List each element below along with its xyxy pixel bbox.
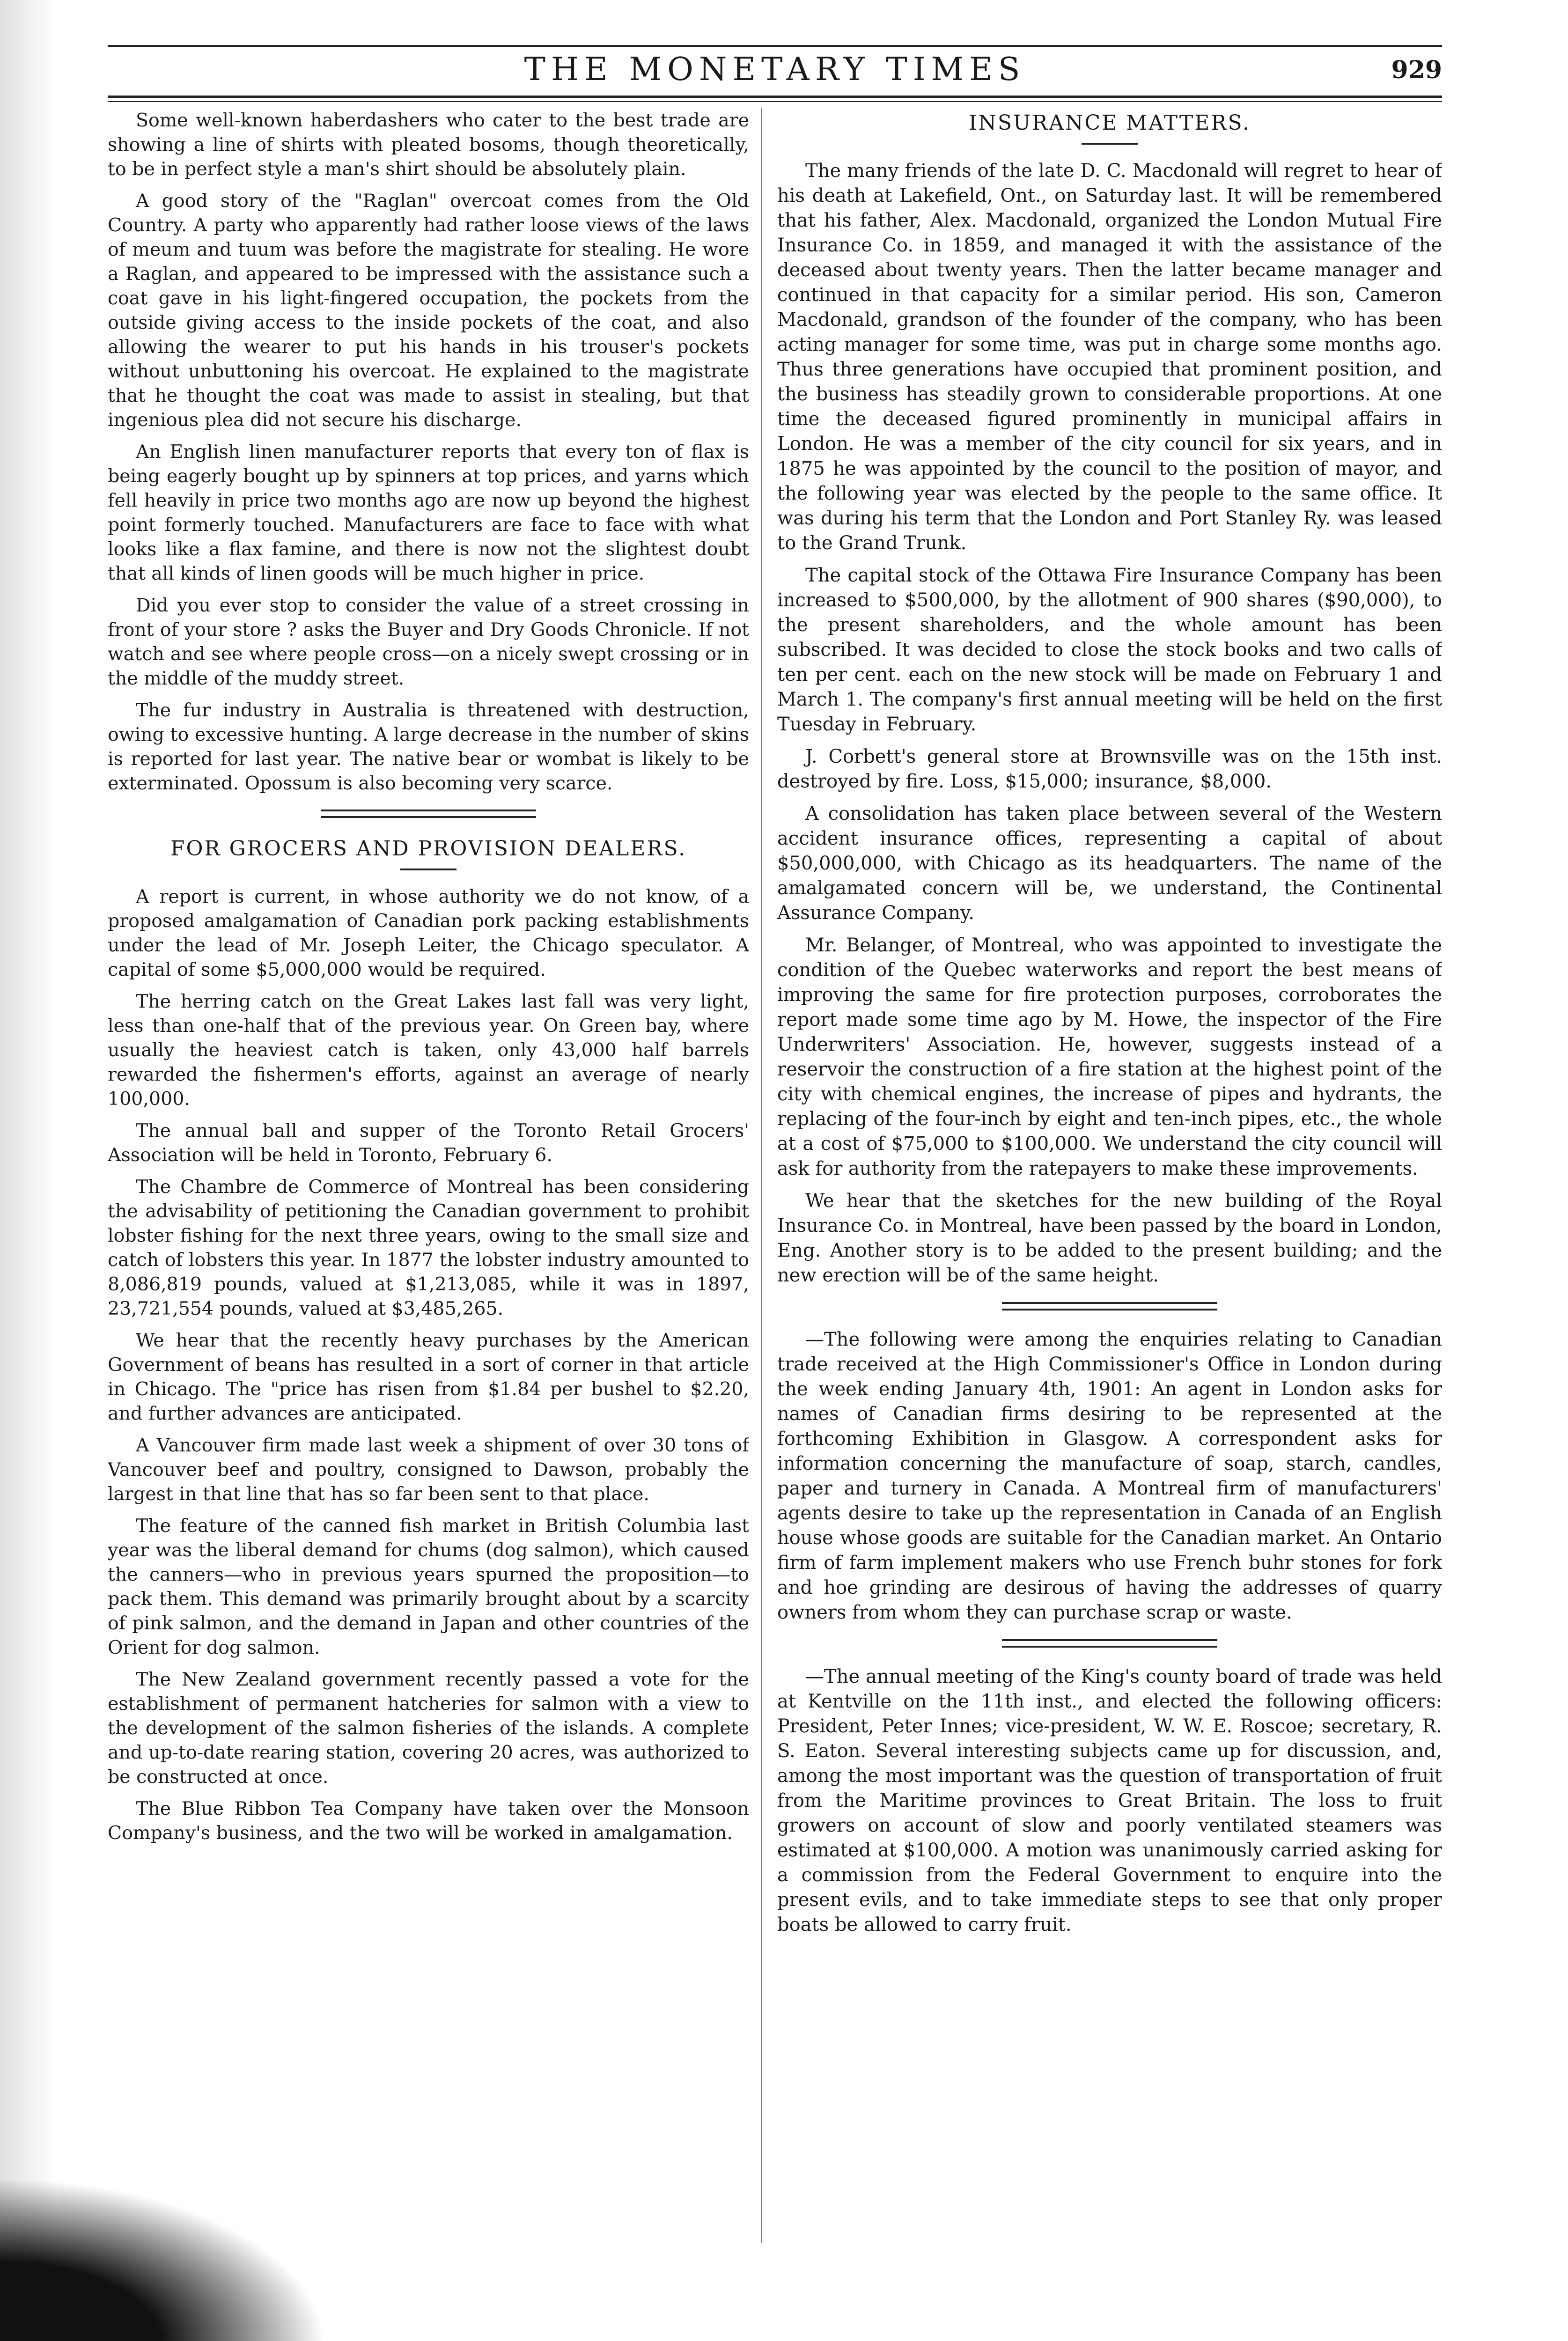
- section-separator: [1002, 1302, 1217, 1310]
- article-paragraph: The New Zealand government recently passed a vote for the establishment of permanent hatcheries for salmon with a view to the development of the salmon fisheries of the islands. A complete and up-to-date rearing station, covering 20 acres, was authorized to be constructed at once.: [108, 1669, 749, 1788]
- masthead: [108, 45, 1442, 101]
- masthead-top-rule: [108, 45, 1442, 47]
- page-curl-shadow: [0, 2177, 328, 2341]
- section-separator: [1002, 1639, 1217, 1648]
- article-paragraph: Mr. Belanger, of Montreal, who was appointed to investigate the condition of the Quebec waterworks and report the best means of improving the same for fire protection purposes, corroborates the report made some time ago by M. Howe, the inspector of the Fire Underwriters' Association. He, however, suggests instead of a reservoir the construction of a fire station at the highest point of the city with chemical engines, the increase of pipes and hydrants, the replacing of the four-inch by eight and ten-inch pipes, etc., the whole at a cost of $75,000 to $100,000. We understand the city council will ask for authority from the ratepayers to make these improvements.: [777, 935, 1442, 1179]
- article-paragraph: The feature of the canned fish market in British Columbia last year was the liberal demand for chums (dog salmon), which caused the canners—who in previous years spurned the proposition—to pack them. This demand was primarily brought about by a scarcity of pink salmon, and the demand in Japan and other countries of the Orient for dog salmon.: [108, 1515, 749, 1658]
- article-paragraph: Did you ever stop to consider the value of a street crossing in front of your store ? asks the Buyer and Dry Goods Chronicle. If not watch and see where people cross—on a nicely swept crossing or in the middle of the muddy street.: [108, 595, 749, 689]
- article-paragraph: The herring catch on the Great Lakes last fall was very light, less than one-half that of the previous year. On Green bay, where usually the heaviest catch is taken, only 43,000 half barrels rewarded the fishermen's efforts, against an average of nearly 100,000.: [108, 991, 749, 1110]
- section-separator: [321, 810, 536, 818]
- article-paragraph: We hear that the sketches for the new building of the Royal Insurance Co. in Montreal, have been passed by the board in London, Eng. Another story is to be added to the present building; and the new erection will be of the same height.: [777, 1190, 1442, 1286]
- masthead-rule-thick: [108, 96, 1442, 98]
- article-paragraph: We hear that the recently heavy purchases by the American Government of beans has resulted in a sort of corner in that article in Chicago. The "price has risen from $1.84 per bushel to $2.20, and further advances are anticipated.: [108, 1330, 749, 1424]
- heading-rule: [400, 869, 456, 870]
- page-number: 929: [1391, 56, 1442, 84]
- left-column: [108, 105, 749, 2273]
- article-paragraph: The fur industry in Australia is threatened with destruction, owing to excessive hunting. A large decrease in the number of skins is reported for last year. The native bear or wombat is likely to be exterminated. Opossum is also becoming very scarce.: [108, 699, 749, 794]
- article-paragraph: —The following were among the enquiries relating to Canadian trade received at the High Commissioner's Office in London during the week ending January 4th, 1901: An agent in London asks for names of Canadian firms desiring to be represented at the forthcoming Exhibition in Glasgow. A correspondent asks for information concerning the manufacture of soap, starch, candles, paper and turnery in Canada. A Montreal firm of manufacturers' agents desire to take up the representation in Canada of an English house whose goods are suitable for the Canadian market. An Ontario firm of farm implement makers who use French buhr stones for fork and hoe grinding are desirous of having the addresses of quarry owners from whom they can purchase scrap or waste.: [777, 1329, 1442, 1623]
- article-paragraph: The Chambre de Commerce of Montreal has been considering the advisability of petitioning the Canadian government to prohibit lobster fishing for the next three years, owing to the small size and catch of lobsters this year. In 1877 the lobster industry amounted to 8,086,819 pounds, valued at $1,213,085, while it was in 1897, 23,721,554 pounds, valued at $3,485,265.: [108, 1176, 749, 1319]
- article-paragraph: The many friends of the late D. C. Macdonald will regret to hear of his death at Lakefield, Ont., on Saturday last. It will be remembered that his father, Alex. Macdonald, organized the London Mutual Fire Insurance Co. in 1859, and managed it with the assistance of the deceased about twenty years. Then the latter became manager and continued in that capacity for a similar period. His son, Cameron Macdonald, grandson of the founder of the company, who has been acting manager for some time, was put in charge some months ago. Thus three generations have occupied that prominent position, and the business has steadily grown to considerable proportions. At one time the deceased figured prominently in municipal affairs in London. He was a member of the city council for six years, and in 1875 he was appointed by the council to the position of mayor, and the following year was elected by the people to the same office. It was during his term that the London and Port Stanley Ry. was leased to the Grand Trunk.: [777, 160, 1442, 554]
- article-paragraph: A report is current, in whose authority we do not know, of a proposed amalgamation of Canadian pork packing establishments under the lead of Mr. Joseph Leiter, the Chicago speculator. A capital of some $5,000,000 would be required.: [108, 886, 749, 980]
- section-heading-insurance: INSURANCE MATTERS.: [968, 111, 1251, 135]
- binding-shadow: [0, 0, 56, 2341]
- heading-rule: [1082, 143, 1138, 145]
- article-paragraph: A good story of the "Raglan" overcoat comes from the Old Country. A party who apparently had rather loose views of the laws of meum and tuum was before the magistrate for stealing. He wore a Raglan, and appeared to be impressed with the assistance such a coat gave in his light-fingered occupation, the pockets from the outside giving access to the inside pockets of the coat, and also allowing the wearer to put his hands in his trouser's pockets without unbuttoning his overcoat. He explained to the magistrate that he thought the coat was made to assist in stealing, but that ingenious plea did not secure his discharge.: [108, 190, 749, 431]
- article-paragraph: A Vancouver firm made last week a shipment of over 30 tons of Vancouver beef and poultry, consigned to Dawson, probably the largest in that line that has so far been sent to that place.: [108, 1435, 749, 1505]
- right-column: [777, 105, 1442, 2273]
- article-paragraph: Some well-known haberdashers who cater to the best trade are showing a line of shirts with pleated bosoms, though theoretically, to be in perfect style a man's shirt should be absolutely plain.: [108, 110, 749, 180]
- article-paragraph: —The annual meeting of the King's county board of trade was held at Kentville on the 11th inst., and elected the following officers: President, Peter Innes; vice-president, W. W. E. Roscoe; secretary, R. S. Eaton. Several interesting subjects came up for discussion, and, among the most important was the question of transportation of fruit from the Maritime provinces to Great Britain. The loss to fruit growers on account of slow and poorly ventilated steamers was estimated at $100,000. A motion was unanimously carried asking for a commission from the Federal Government to enquire into the present evils, and to take immediate steps to see that only proper boats be allowed to carry fruit.: [777, 1666, 1442, 1936]
- masthead-rule-thin: [108, 101, 1442, 102]
- article-paragraph: A consolidation has taken place between several of the Western accident insurance offices, representing a capital of about $50,000,000, with Chicago as its headquarters. The name of the amalgamated concern will be, we understand, the Continental Assurance Company.: [777, 803, 1442, 924]
- article-paragraph: The capital stock of the Ottawa Fire Insurance Company has been increased to $500,000, by the allotment of 900 shares ($90,000), to the present shareholders, and the whole amount has been subscribed. It was decided to close the stock books and two calls of ten per cent. each on the new stock will be made on February 1 and March 1. The company's first annual meeting will be held on the first Tuesday in February.: [777, 565, 1442, 735]
- article-paragraph: The annual ball and supper of the Toronto Retail Grocers' Association will be held in Toronto, February 6.: [108, 1120, 749, 1166]
- article-paragraph: An English linen manufacturer reports that every ton of flax is being eagerly bought up by spinners at top prices, and yarns which fell heavily in price two months ago are now up beyond the highest point formerly touched. Manufacturers are face to face with what looks like a flax famine, and there is now not the slightest doubt that all kinds of linen goods will be much higher in price.: [108, 441, 749, 584]
- article-paragraph: The Blue Ribbon Tea Company have taken over the Monsoon Company's business, and the two will be worked in amalgamation.: [108, 1798, 749, 1844]
- publication-title: THE MONETARY TIMES: [524, 51, 1026, 88]
- section-heading-grocers: FOR GROCERS AND PROVISION DEALERS.: [170, 837, 687, 861]
- article-paragraph: J. Corbett's general store at Brownsville was on the 15th inst. destroyed by fire. Loss, $15,000; insurance, $8,000.: [777, 746, 1442, 792]
- column-divider: [761, 108, 762, 2243]
